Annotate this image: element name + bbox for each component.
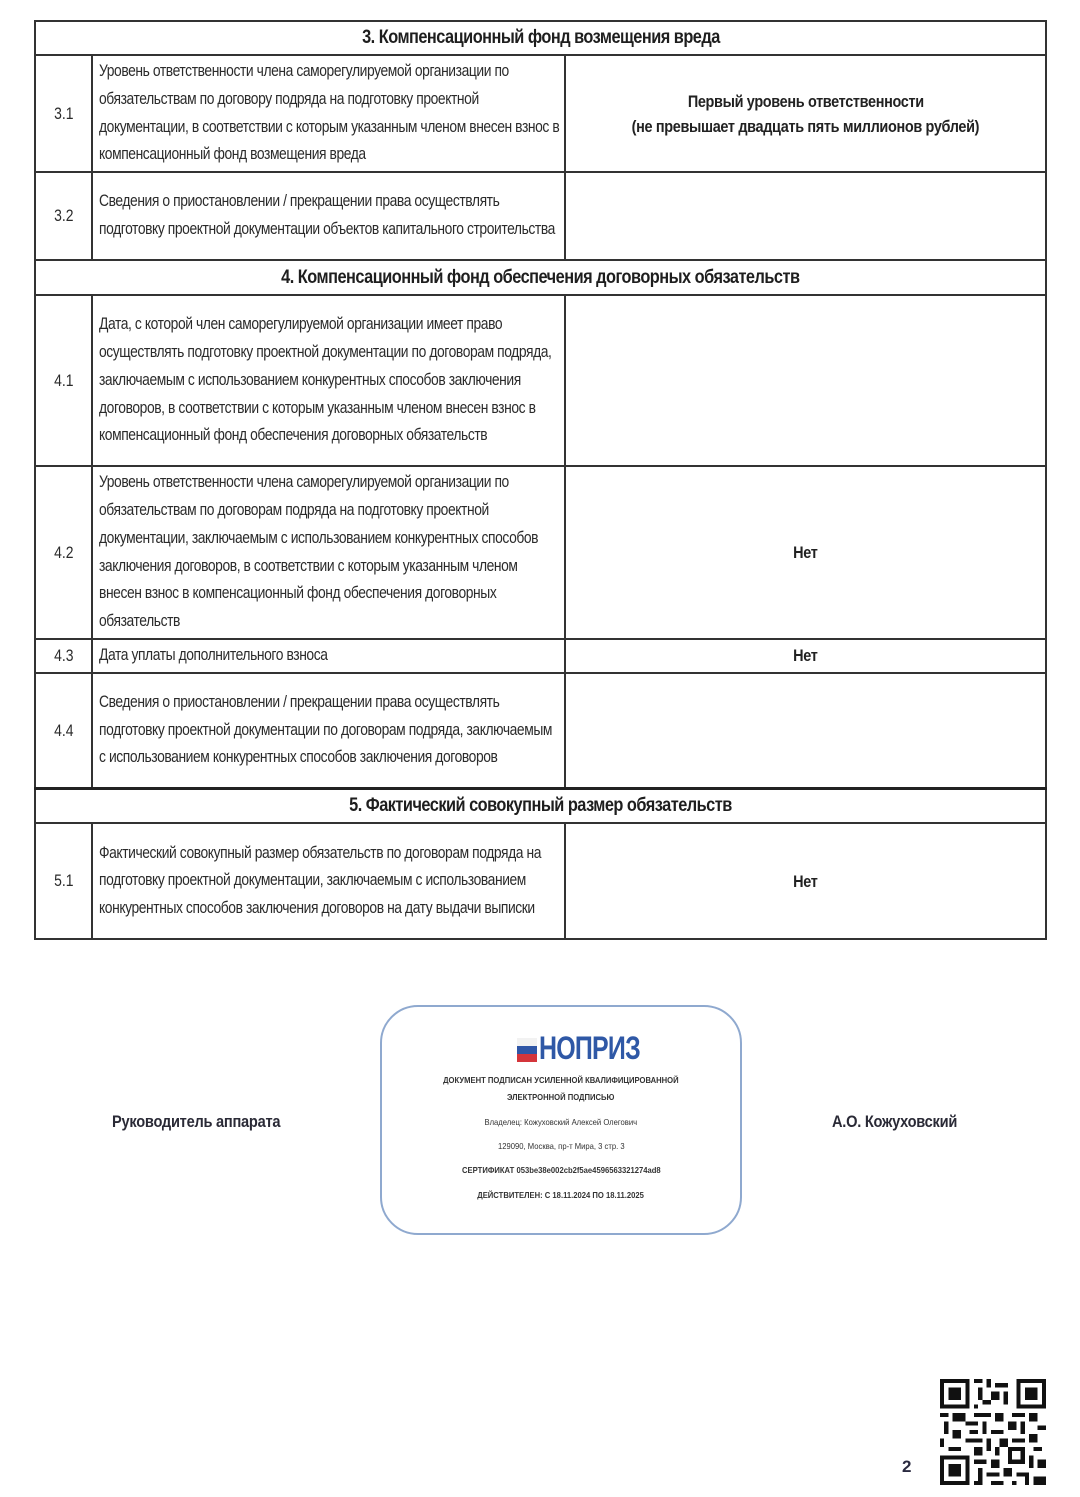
nopriz-logo	[517, 1027, 668, 1065]
section-title: 5. Фактический совокупный размер обязательств	[349, 795, 732, 817]
row-description: Уровень ответственности члена саморегулируемой организации по обязательствам по договорам подряда на подготовку проектной документации, заключаемым с использованием конкурентных способов заключения договоров, в соответствии с которым указанным членом внесен взнос в компенсационный фонд обеспечения договорных обязательств	[99, 473, 539, 631]
registry-extract-table	[34, 20, 1047, 940]
stamp-address: 129090, Москва, пр-т Мира, 3 стр. 3	[497, 1141, 625, 1151]
table-row	[35, 823, 1046, 939]
russian-flag-icon	[517, 1038, 537, 1062]
electronic-signature-stamp	[380, 1005, 742, 1235]
row-description: Фактический совокупный размер обязательств по договорам подряда на подготовку проектной документации, заключаемым с использованием конкурентных способов заключения договоров на дату выдачи выписки	[99, 843, 542, 918]
row-value-line2: (не превышает двадцать пять миллионов рублей)	[631, 116, 980, 136]
stamp-certificate: СЕРТИФИКАТ 053be38e002cb2f5ae4596563321274ad8	[461, 1165, 661, 1175]
section-header-3	[35, 21, 1046, 55]
row-number: 4.3	[53, 645, 74, 665]
row-description: Дата, с которой член саморегулируемой организации имеет право осуществлять подготовку проектной документации по договорам подряда, заключаемым с использованием конкурентных способов заключения договоров, в соответствии с которым указанным членом внесен взнос в компенсационный фонд обеспечения договорных обязательств	[99, 315, 552, 445]
table-row	[35, 172, 1046, 260]
row-description: Сведения о приостановлении / прекращении права осуществлять подготовку проектной документации по договорам подряда, заключаемым с использованием конкурентных способов заключения договоров	[99, 692, 552, 767]
section-title: 4. Компенсационный фонд обеспечения договорных обязательств	[281, 266, 800, 288]
row-number: 5.1	[53, 871, 74, 891]
stamp-signed-line2: ЭЛЕКТРОННОЙ ПОДПИСЬЮ	[507, 1092, 615, 1102]
row-number: 4.4	[53, 720, 74, 740]
qr-code-icon	[940, 1379, 1046, 1485]
section-header-5	[35, 789, 1046, 824]
signatory-position: Руководитель аппарата	[112, 1112, 281, 1131]
signatory-name: А.О. Кожуховский	[832, 1112, 958, 1131]
row-number: 3.1	[53, 103, 74, 123]
row-number: 4.1	[53, 370, 74, 390]
row-value: Нет	[793, 543, 818, 563]
stamp-signed-line1: ДОКУМЕНТ ПОДПИСАН УСИЛЕННОЙ КВАЛИФИЦИРОВАННОЙ	[443, 1075, 679, 1085]
row-value: Нет	[793, 871, 818, 891]
logo-text: НОПРИЗ	[539, 1030, 640, 1066]
table-row	[35, 55, 1046, 172]
page-number: 2	[902, 1457, 912, 1476]
section-title: 3. Компенсационный фонд возмещения вреда	[361, 27, 720, 48]
table-row	[35, 639, 1046, 673]
row-value-line1: Первый уровень ответственности	[687, 91, 924, 111]
table-row	[35, 295, 1046, 466]
row-number: 4.2	[53, 542, 74, 562]
row-number: 3.2	[53, 206, 74, 226]
table-row	[35, 673, 1046, 789]
row-description: Дата уплаты дополнительного взноса	[99, 645, 328, 664]
stamp-owner: Владелец: Кожуховский Алексей Олегович	[484, 1117, 638, 1127]
row-value: Нет	[793, 646, 818, 666]
row-description: Сведения о приостановлении / прекращении права осуществлять подготовку проектной документации объектов капитального строительства	[99, 192, 555, 239]
row-value	[565, 172, 1046, 260]
section-header-4	[35, 260, 1046, 295]
row-description: Уровень ответственности члена саморегулируемой организации по обязательствам по договору подряда на подготовку проектной документации, в соответствии с которым указанным членом внесен взнос в компенсационный фонд возмещения вреда	[99, 62, 560, 164]
table-row	[35, 466, 1046, 639]
stamp-validity: ДЕЙСТВИТЕЛЕН: С 18.11.2024 ПО 18.11.2025	[477, 1190, 645, 1200]
